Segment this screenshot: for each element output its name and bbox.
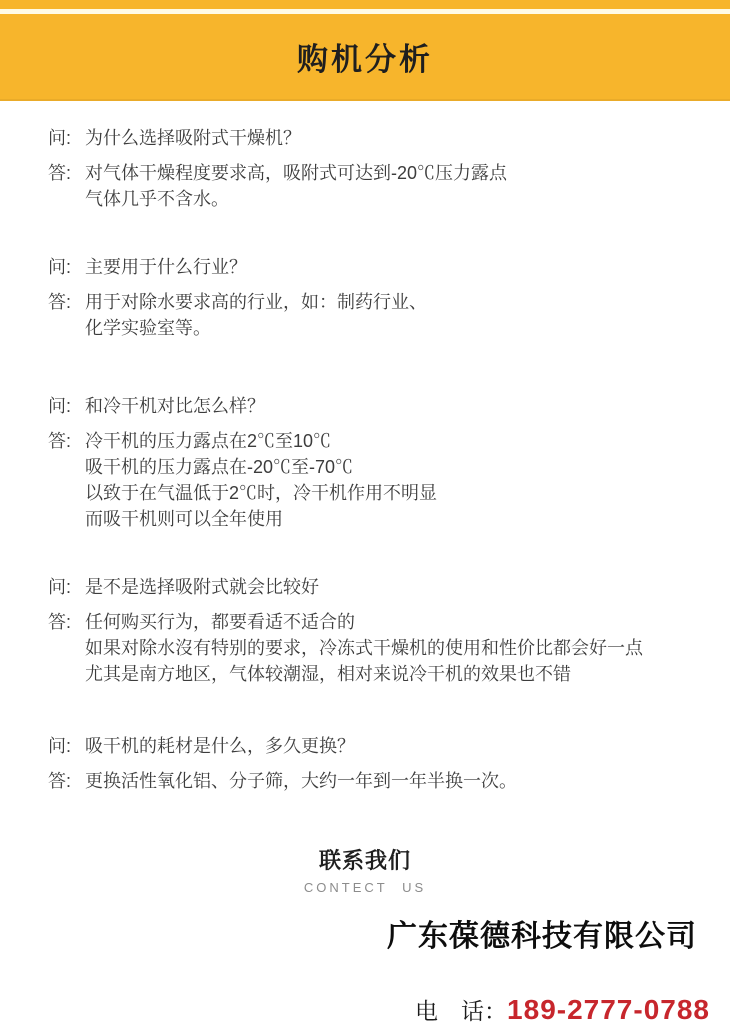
answer-text	[85, 428, 437, 532]
answer-row	[48, 768, 702, 794]
contact-heading: 联系我们	[318, 848, 411, 873]
header-top-strip	[0, 0, 730, 9]
question-row	[48, 125, 702, 151]
answer-label: 答:	[48, 292, 72, 312]
phone-row	[0, 993, 730, 1026]
answer-line: 用于对除水要求高的行业，如：制药行业、	[85, 292, 427, 312]
company-name: 广东葆德科技有限公司	[387, 920, 697, 953]
question-row	[48, 733, 702, 759]
qa-group	[48, 125, 702, 212]
question-label: 问:	[48, 396, 72, 416]
contact-section	[0, 844, 730, 1026]
answer-line: 如果对除水沒有特别的要求，冷冻式干燥机的使用和性价比都会好一点	[85, 638, 643, 658]
answer-label: 答:	[48, 771, 72, 791]
question-label: 问:	[48, 736, 72, 756]
qa-group	[48, 574, 702, 687]
qa-group	[48, 393, 702, 532]
qa-section	[0, 101, 730, 794]
question-row	[48, 393, 702, 419]
answer-text	[85, 160, 507, 212]
question-text: 和冷干机对比怎么样？	[85, 396, 265, 416]
answer-line: 任何购买行为，都要看适不适合的	[85, 612, 355, 632]
answer-label: 答:	[48, 163, 72, 183]
question-text: 吸干机的耗材是什么，多久更换？	[85, 736, 355, 756]
answer-label: 答:	[48, 612, 72, 632]
header-main	[0, 14, 730, 101]
answer-text	[85, 289, 427, 341]
phone-number: 189-2777-0788	[507, 994, 710, 1025]
answer-line: 气体几乎不含水。	[85, 189, 229, 209]
question-text: 为什么选择吸附式干燥机？	[85, 128, 301, 148]
answer-row	[48, 160, 702, 212]
question-row	[48, 574, 702, 600]
question-text: 主要用于什么行业？	[85, 257, 247, 277]
question-label: 问:	[48, 577, 72, 597]
answer-label: 答:	[48, 431, 72, 451]
contact-subheading: CONTECT US	[303, 880, 427, 895]
answer-row	[48, 609, 702, 687]
answer-line: 对气体干燥程度要求高，吸附式可达到-20℃压力露点	[85, 163, 508, 183]
answer-line: 以致于在气温低于2℃时，冷干机作用不明显	[85, 483, 438, 503]
phone-label: 电 话：	[415, 998, 508, 1024]
answer-text	[85, 609, 643, 687]
answer-row	[48, 428, 702, 532]
answer-line: 化学实验室等。	[85, 318, 211, 338]
header-banner	[0, 0, 730, 101]
question-label: 问:	[48, 257, 72, 277]
page-title: 购机分析	[297, 42, 433, 77]
answer-line: 冷干机的压力露点在2℃至10℃	[85, 431, 332, 451]
answer-line: 而吸干机则可以全年使用	[85, 509, 283, 529]
answer-line: 尤其是南方地区，气体较潮湿，相对来说冷干机的效果也不错	[85, 664, 571, 684]
question-label: 问:	[48, 128, 72, 148]
answer-text	[85, 768, 517, 794]
question-row	[48, 254, 702, 280]
answer-line: 更换活性氧化铝、分子筛，大约一年到一年半换一次。	[85, 771, 517, 791]
question-text: 是不是选择吸附式就会比较好	[85, 577, 319, 597]
answer-row	[48, 289, 702, 341]
qa-group	[48, 733, 702, 794]
qa-group	[48, 254, 702, 341]
answer-line: 吸干机的压力露点在-20℃至-70℃	[85, 457, 354, 477]
